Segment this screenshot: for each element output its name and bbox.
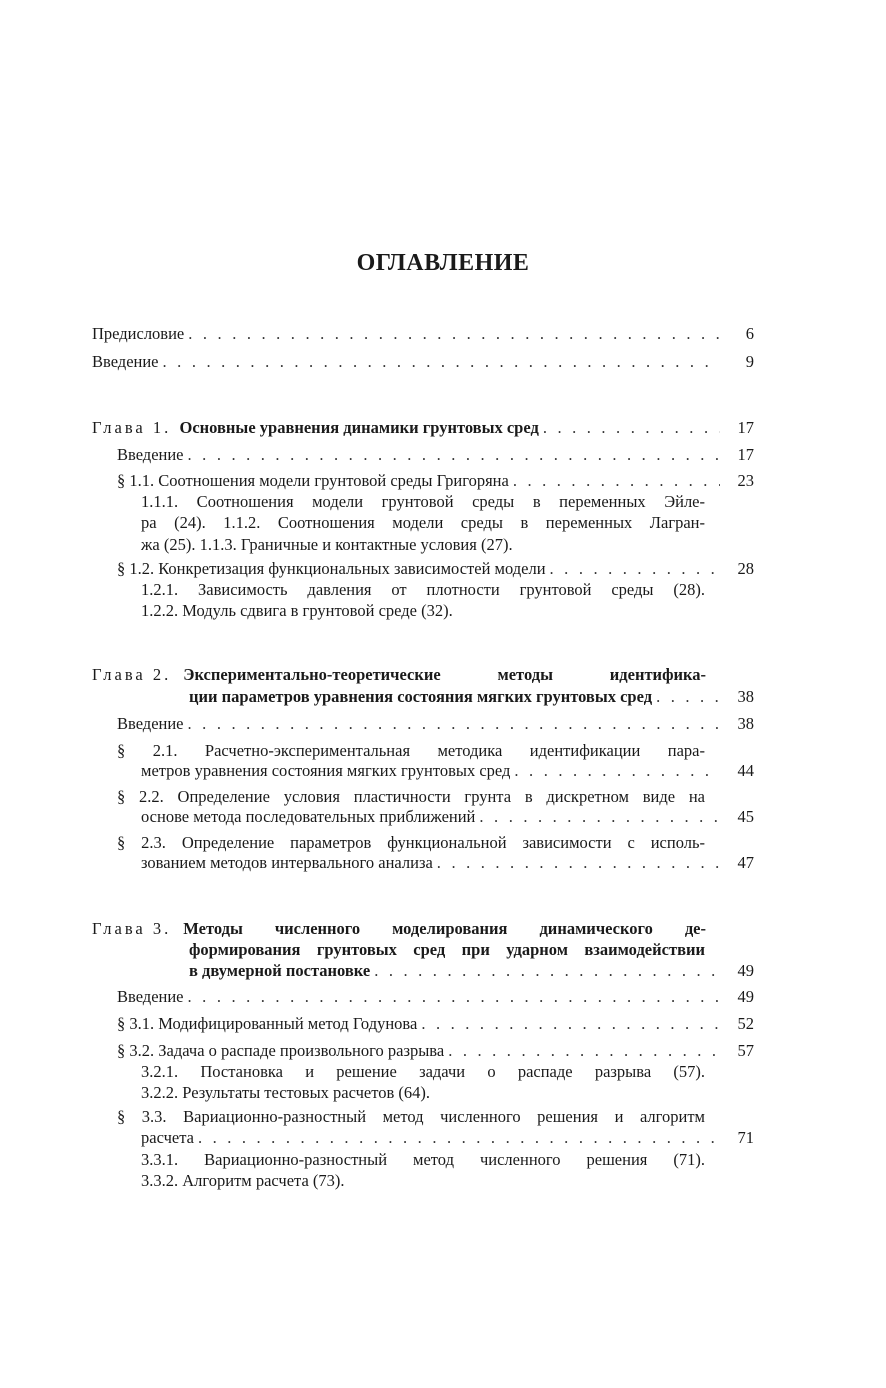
section-3-3-details-line: 3.3.1. Вариационно-разностный метод численного решения (71). <box>141 1150 705 1169</box>
page-number: 23 <box>737 471 754 490</box>
page-title: ОГЛАВЛЕНИЕ <box>356 250 530 276</box>
page-number: 49 <box>737 987 754 1006</box>
page-number: 6 <box>745 324 754 343</box>
page-number: 45 <box>737 807 754 826</box>
section-3-2-details-line: 3.2.2. Результаты тестовых расчетов (64). <box>141 1083 431 1102</box>
chapter-title: Методы численного моделирования динамического де- <box>183 919 706 938</box>
section-3-3-line: § 3.3. Вариационно-разностный метод численного решения и алгоритм <box>117 1107 705 1126</box>
chapter-2-intro: Введение . . . 38 <box>117 713 754 735</box>
leader-dots <box>163 351 720 373</box>
page-number: 44 <box>737 761 754 780</box>
leader-dots <box>198 1127 720 1149</box>
chapter-3-intro: Введение . . . 49 <box>117 986 754 1008</box>
chapter-title: формирования грунтовых сред при ударном взаимодействии <box>189 940 705 959</box>
chapter-1-heading <box>92 417 754 439</box>
leader-dots <box>188 713 720 735</box>
chapter-title: ции параметров уравнения состояния мягких грунтовых сред <box>189 687 653 706</box>
leader-dots <box>188 444 720 466</box>
page-number: 57 <box>737 1041 754 1060</box>
leader-dots <box>421 1013 720 1035</box>
toc-entry-introduction <box>92 351 754 373</box>
section-1-1-details-line: ра (24). 1.1.2. Соотношения модели среды в переменных Лагран- <box>141 513 705 532</box>
chapter-title: в двумерной постановке <box>189 961 371 980</box>
page-number: 71 <box>737 1128 754 1147</box>
leader-dots <box>479 806 720 828</box>
section-2-2-line: § 2.2. Определение условия пластичности грунта в дискретном виде на <box>117 787 705 806</box>
leader-dots <box>374 960 720 982</box>
page-number: 9 <box>745 352 754 371</box>
section-2-2-line: основе метода последовательных приближений . . . 45 <box>141 806 754 828</box>
page-number: 52 <box>737 1014 754 1033</box>
chapter-2-heading-line <box>92 664 754 686</box>
section-1-1: § 1.1. Соотношения модели грунтовой среды Григоряна . . . 23 <box>117 470 754 492</box>
page-number: 47 <box>737 853 754 872</box>
section-1-2-details-line: 1.2.2. Модуль сдвига в грунтовой среде (32). <box>141 601 453 620</box>
chapter-3-heading-line <box>189 960 754 982</box>
chapter-1-intro: Введение . . . 17 <box>117 444 754 466</box>
page-number: 17 <box>737 418 754 437</box>
section-2-1-line: метров уравнения состояния мягких грунтовых сред . . . 44 <box>141 760 754 782</box>
chapter-2-heading-line <box>189 686 754 708</box>
section-2-3-line: зованием методов интервального анализа . . . 47 <box>141 852 754 874</box>
chapter-3-heading-line <box>189 939 705 961</box>
chapter-prefix: Глава 2. <box>92 665 172 684</box>
page-number: 38 <box>737 687 754 706</box>
leader-dots <box>550 558 720 580</box>
section-3-2: § 3.2. Задача о распаде произвольного разрыва . . . 57 <box>117 1040 754 1062</box>
chapter-prefix: Глава 1. <box>92 418 172 437</box>
page-number: 38 <box>737 714 754 733</box>
leader-dots <box>513 470 720 492</box>
toc-entry-preface <box>92 323 754 345</box>
section-2-1-line: § 2.1. Расчетно-экспериментальная методика идентификации пара- <box>117 741 705 760</box>
page-number: 49 <box>737 961 754 980</box>
leader-dots <box>543 417 720 439</box>
leader-dots <box>188 986 720 1008</box>
page-number: 28 <box>737 559 754 578</box>
section-3-1: § 3.1. Модифицированный метод Годунова . . . 52 <box>117 1013 754 1035</box>
chapter-title: Основные уравнения динамики грунтовых сред <box>179 418 539 437</box>
leader-dots <box>656 686 720 708</box>
chapter-prefix: Глава 3. <box>92 919 172 938</box>
entry-label: Предисловие <box>92 324 185 343</box>
leader-dots <box>448 1040 720 1062</box>
section-3-3-details-line: 3.3.2. Алгоритм расчета (73). <box>141 1171 345 1190</box>
section-2-3-line: § 2.3. Определение параметров функциональной зависимости с исполь- <box>117 833 705 852</box>
section-1-2-details-line: 1.2.1. Зависимость давления от плотности грунтовой среды (28). <box>141 580 705 599</box>
leader-dots <box>437 852 720 874</box>
section-1-1-details-line: жа (25). 1.1.3. Граничные и контактные условия (27). <box>141 535 513 554</box>
section-3-3-line: расчета . . . 71 <box>141 1127 754 1149</box>
entry-label: Введение <box>92 352 159 371</box>
section-3-2-details-line: 3.2.1. Постановка и решение задачи о распаде разрыва (57). <box>141 1062 705 1081</box>
chapter-3-heading-line <box>92 918 754 940</box>
chapter-title: Экспериментально-теоретические методы идентифика- <box>183 665 706 684</box>
section-1-2: § 1.2. Конкретизация функциональных зависимостей модели . . . 28 <box>117 558 754 580</box>
leader-dots <box>188 323 720 345</box>
page-number: 17 <box>737 445 754 464</box>
section-1-1-details-line: 1.1.1. Соотношения модели грунтовой среды в переменных Эйле- <box>141 492 705 511</box>
leader-dots <box>514 760 720 782</box>
